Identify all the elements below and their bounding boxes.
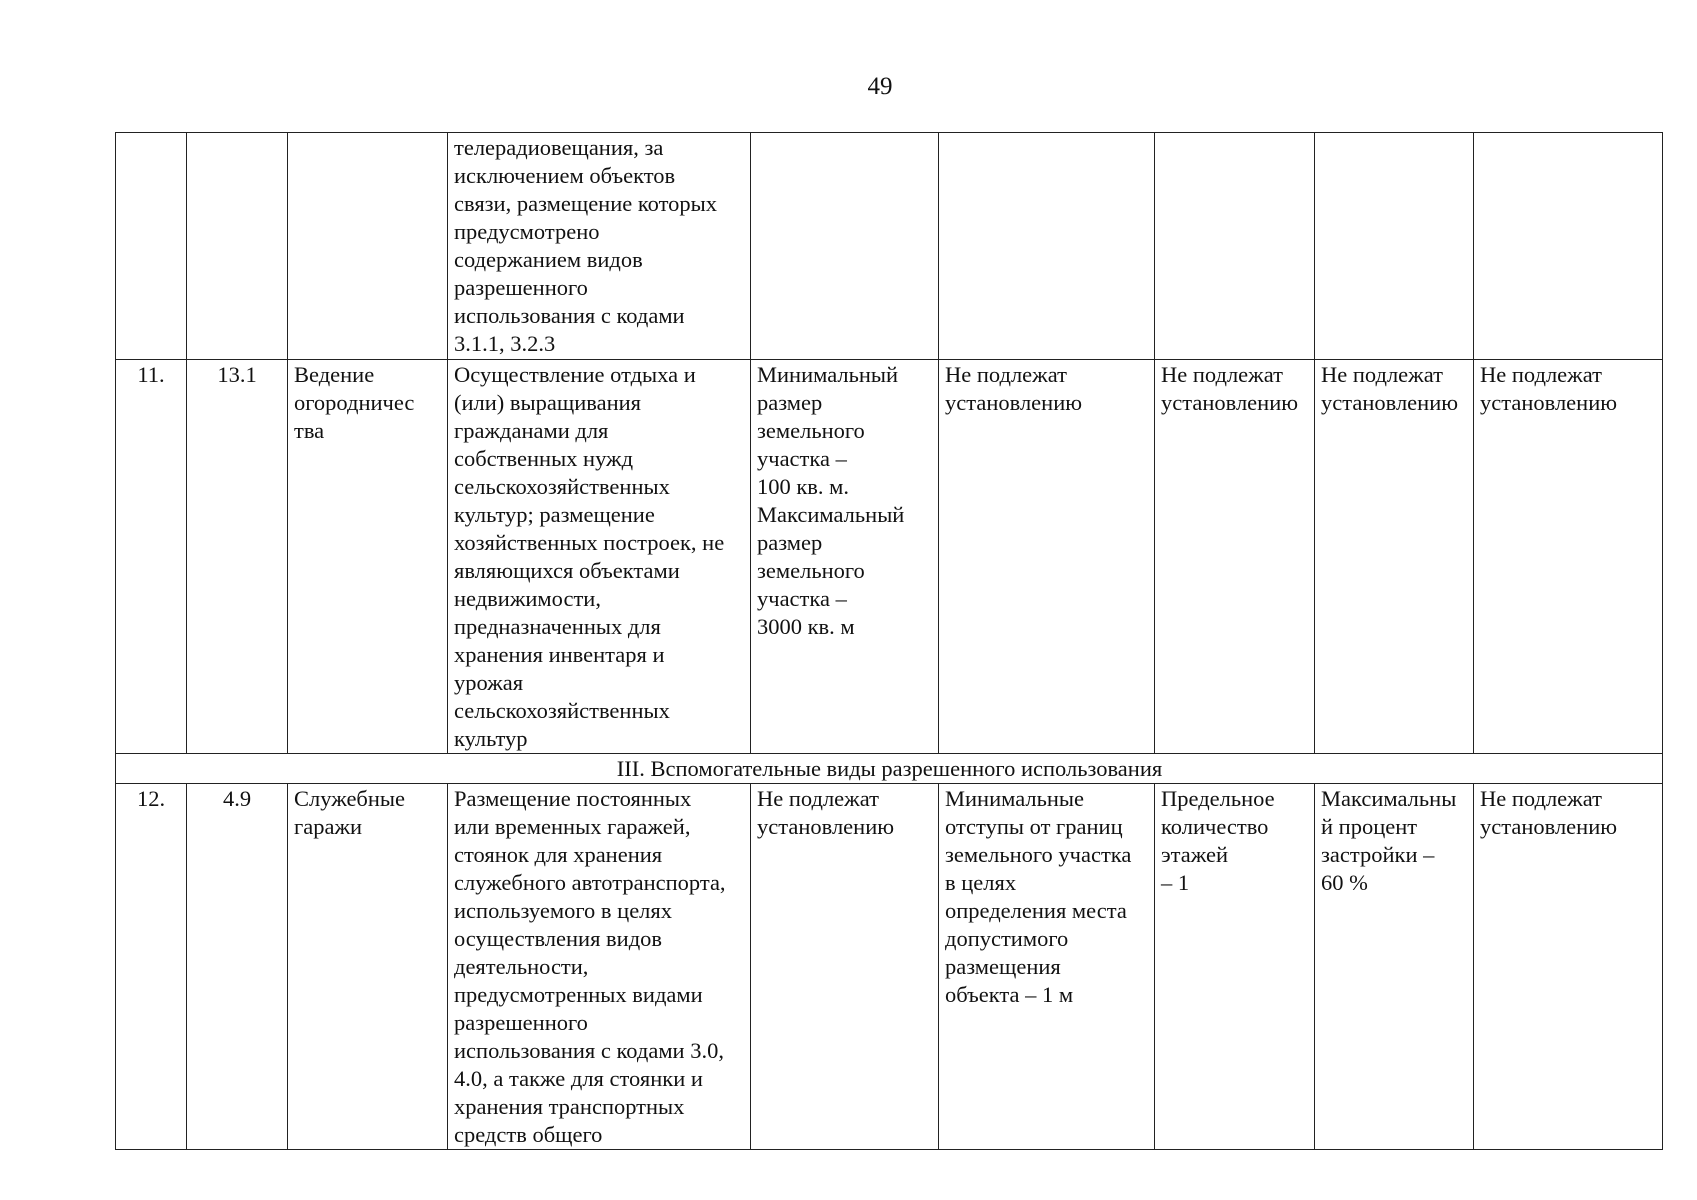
use-name-cell: Ведение огородничес тва [288, 360, 448, 754]
plot-size-cell [751, 133, 939, 360]
code-cell [187, 133, 288, 360]
section-row [116, 754, 1663, 784]
use-description-cell: Осуществление отдыха и (или) выращивания гражданами для собственных нужд сельскохозяйственных культур; размещение хозяйственных построек, не являющихся объектами недвижимости, предназначенных для хранения инвентаря и урожая сельскохозяйственных культур [448, 360, 751, 754]
plot-size-cell: Минимальный размер земельного участка – 100 кв. м. Максимальный размер земельного участка – 3000 кв. м [751, 360, 939, 754]
code-cell: 13.1 [187, 360, 288, 754]
page-number: 49 [867, 73, 893, 100]
table-row [116, 784, 1663, 1150]
floors-cell [1155, 133, 1315, 360]
other-params-cell: Не подлежат установлению [1474, 360, 1663, 754]
section-heading: III. Вспомогательные виды разрешенного использования [116, 754, 1663, 784]
use-name-cell: Служебные гаражи [288, 784, 448, 1150]
row-number-cell: 11. [116, 360, 187, 754]
table-row [116, 133, 1663, 360]
other-params-cell: Не подлежат установлению [1474, 784, 1663, 1150]
floors-cell: Не подлежат установлению [1155, 360, 1315, 754]
use-description-cell: телерадиовещания, за исключением объектов связи, размещение которых предусмотрено содержанием видов разрешенного использования с кодами 3.1.1, 3.2.3 [448, 133, 751, 360]
row-number-cell [116, 133, 187, 360]
setbacks-cell: Минимальные отступы от границ земельного участка в целях определения места допустимого размещения объекта – 1 м [939, 784, 1155, 1150]
setbacks-cell [939, 133, 1155, 360]
floors-cell: Предельное количество этажей – 1 [1155, 784, 1315, 1150]
table-row [116, 360, 1663, 754]
land-use-table [115, 132, 1663, 1150]
plot-size-cell: Не подлежат установлению [751, 784, 939, 1150]
use-description-cell: Размещение постоянных или временных гаражей, стоянок для хранения служебного автотранспорта, используемого в целях осуществления видов деятельности, предусмотренных видами разрешенного использования с кодами 3.0, 4.0, а также для стоянки и хранения транспортных средств общего [448, 784, 751, 1150]
row-number-cell: 12. [116, 784, 187, 1150]
use-name-cell [288, 133, 448, 360]
coverage-cell [1315, 133, 1474, 360]
coverage-cell: Максимальны й процент застройки – 60 % [1315, 784, 1474, 1150]
coverage-cell: Не подлежат установлению [1315, 360, 1474, 754]
setbacks-cell: Не подлежат установлению [939, 360, 1155, 754]
code-cell: 4.9 [187, 784, 288, 1150]
other-params-cell [1474, 133, 1663, 360]
